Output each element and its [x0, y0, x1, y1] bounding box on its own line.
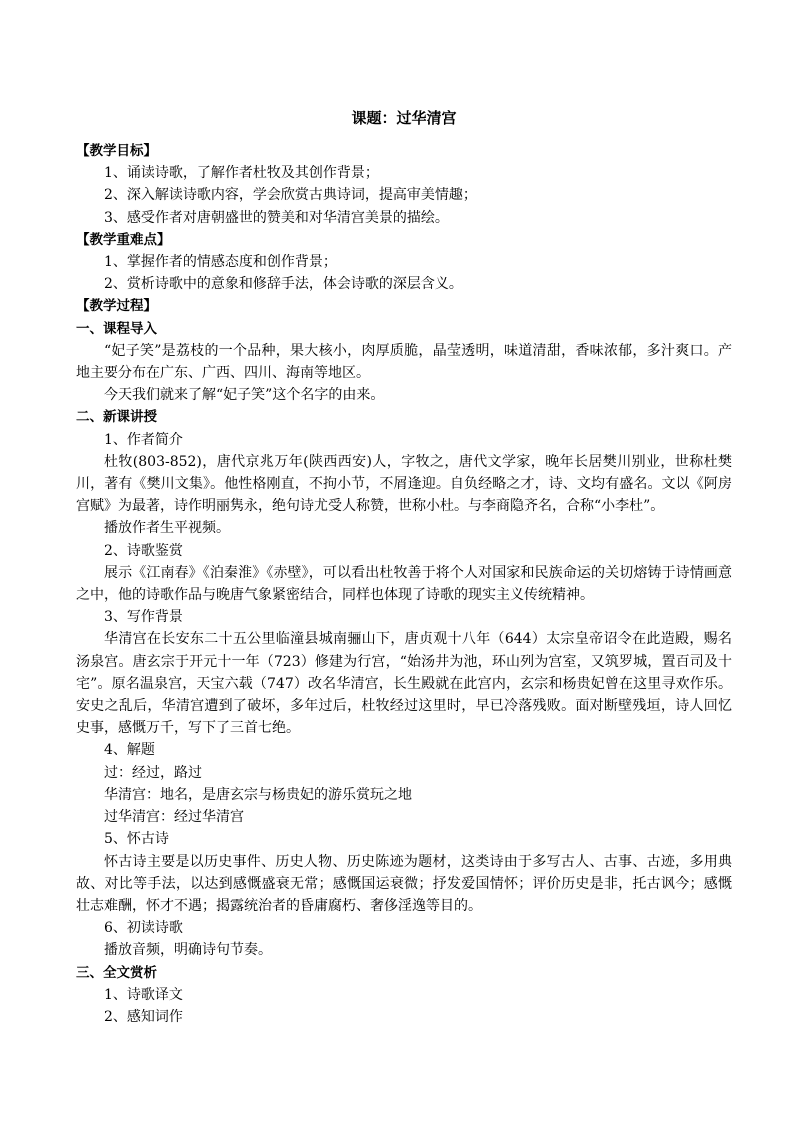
keypoints-heading: 【教学重难点】 — [76, 231, 171, 248]
author-paragraph: 杜牧(803-852)，唐代京兆万年(陕西西安)人，字牧之，唐代文学家，晚年长居樊川别业，世称杜樊川，著有《樊川文集》。他性格刚直，不拘小节，不屑逢迎。自负经略之才，诗、文均有盛名。文以《阿房宫赋》为最著，诗作明丽隽永，绝句诗尤受人称赞，世称小杜。与李商隐齐名，合称“小李杜”。 — [76, 453, 732, 515]
intro-paragraph: 今天我们就来了解“妃子笑”这个名字的由来。 — [104, 387, 385, 404]
lesson-plan-document — [76, 108, 732, 1028]
part2-heading: 二、新课讲授 — [76, 409, 157, 426]
subsection-title: 5、怀古诗 — [104, 831, 169, 848]
keypoint-item: 2、赏析诗歌中的意象和修辞手法，体会诗歌的深层含义。 — [104, 276, 463, 293]
title-explanation-line: 过：经过，路过 — [104, 764, 202, 781]
goal-item: 2、深入解读诗歌内容，学会欣赏古典诗词，提高审美情趣； — [104, 187, 477, 204]
goals-heading: 【教学目标】 — [76, 143, 157, 159]
subsection-title: 2、诗歌鉴赏 — [104, 542, 183, 559]
goal-item: 3、感受作者对唐朝盛世的赞美和对华清宫美景的描绘。 — [104, 209, 449, 226]
nostalgia-paragraph: 怀古诗主要是以历史事件、历史人物、历史陈迹为题材，这类诗由于多写古人、古事、古迹，多用典故、对比等手法，以达到感慨盛衰无常；感慨国运衰微；抒发爱国情怀；评价历史是非，托古讽今；感慨壮志难酬，怀才不遇；揭露统治者的昏庸腐朽、奢侈淫逸等目的。 — [76, 853, 732, 914]
subsection-title: 2、感知词作 — [104, 1008, 183, 1025]
subsection-title: 4、解题 — [104, 742, 155, 759]
process-heading: 【教学过程】 — [76, 298, 157, 315]
part3-heading: 三、全文赏析 — [76, 964, 157, 981]
keypoint-item: 1、掌握作者的情感态度和创作背景； — [104, 254, 337, 271]
subsection-title: 3、写作背景 — [104, 609, 183, 626]
appreciation-paragraph: 展示《江南春》《泊秦淮》《赤壁》，可以看出杜牧善于将个人对国家和民族命运的关切熔铸于诗情画意之中，他的诗歌作品与晚唐气象紧密结合，同样也体现了诗歌的现实主义传统精神。 — [76, 564, 732, 604]
part1-heading: 一、课程导入 — [76, 320, 157, 337]
intro-paragraph: “妃子笑”是荔枝的一个品种，果大核小，肉厚质脆，晶莹透明，味道清甜，香味浓郁，多汁爽口。产地主要分布在广东、广西、四川、海南等地区。 — [76, 342, 732, 382]
author-paragraph: 播放作者生平视频。 — [104, 520, 230, 537]
background-paragraph: 华清宫在长安东二十五公里临潼县城南骊山下，唐贞观十八年（644）太宗皇帝诏令在此造殿，赐名汤泉宫。唐玄宗于开元十一年（723）修建为行宫，“始汤井为池，环山列为宫室，又筑罗城，置百司及十宅”。原名温泉宫，天宝六载（747）改名华清宫，长生殿就在此宫内，玄宗和杨贵妃曾在这里寻欢作乐。安史之乱后，华清宫遭到了破坏，多年过后，杜牧经过这里时，早已冷落残败。面对断壁残垣，诗人回忆史事，感慨万千，写下了三首七绝。 — [76, 631, 732, 737]
subsection-title: 1、作者简介 — [104, 431, 183, 448]
title-explanation-line: 华清宫：地名，是唐玄宗与杨贵妃的游乐赏玩之地 — [104, 786, 412, 803]
subsection-title: 6、初读诗歌 — [104, 920, 183, 937]
title-explanation-line: 过华清宫：经过华清宫 — [104, 809, 244, 826]
page-title: 课题：过华清宫 — [351, 109, 457, 127]
goal-item: 1、诵读诗歌，了解作者杜牧及其创作背景； — [104, 165, 379, 182]
subsection-title: 1、诗歌译文 — [104, 986, 183, 1003]
reading-paragraph: 播放音频，明确诗句节奏。 — [104, 942, 272, 959]
